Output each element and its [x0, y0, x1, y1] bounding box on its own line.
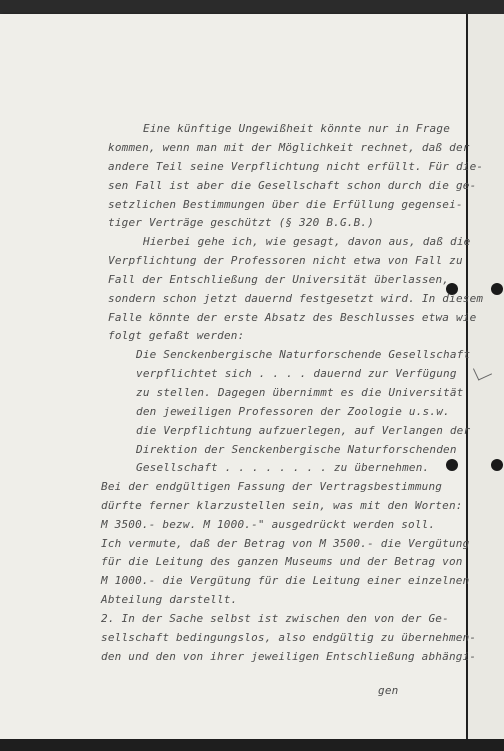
- text-line: verpflichtet sich . . . . dauernd zur Verfügung: [136, 367, 457, 380]
- text-line: sen Fall ist aber die Gesellschaft schon durch die ge-: [108, 179, 477, 192]
- text-line: sellschaft bedingungslos, also endgültig zu übernehmen-: [101, 631, 477, 644]
- text-line: Falle könnte der erste Absatz des Beschlusses etwa wie: [108, 311, 477, 324]
- text-line: die Verpflichtung aufzuerlegen, auf Verlangen der: [136, 424, 471, 437]
- text-line: Bei der endgültigen Fassung der Vertragsbestimmung: [101, 480, 443, 493]
- text-line: folgt gefaßt werden:: [108, 329, 245, 342]
- text-line: 2. In der Sache selbst ist zwischen den von der Ge-: [101, 612, 449, 625]
- text-line: Direktion der Senckenbergische Naturforschenden: [136, 443, 457, 456]
- text-line: Fall der Entschließung der Universität überlassen,: [108, 273, 450, 286]
- text-line: Abteilung darstellt.: [101, 593, 238, 606]
- text-line: dürfte ferner klarzustellen sein, was mit den Worten:: [101, 499, 463, 512]
- punch-hole-icon: [491, 283, 503, 295]
- text-line: Eine künftige Ungewißheit könnte nur in Frage: [143, 122, 451, 135]
- punch-hole-icon: [446, 459, 458, 471]
- text-line: Die Senckenbergische Naturforschende Gesellschaft: [136, 348, 471, 361]
- text-line: Ich vermute, daß der Betrag von M 3500.- die Vergütung: [101, 537, 470, 550]
- text-line: sondern schon jetzt dauernd festgesetzt wird. In diesem: [108, 292, 484, 305]
- text-line: für die Leitung des ganzen Museums und der Betrag von: [101, 555, 463, 568]
- text-line: kommen, wenn man mit der Möglichkeit rechnet, daß der: [108, 141, 470, 154]
- text-line: andere Teil seine Verpflichtung nicht erfüllt. Für die-: [108, 160, 484, 173]
- text-line: den jeweiligen Professoren der Zoologie u.s.w.: [136, 405, 450, 418]
- scan-border: [0, 739, 504, 751]
- text-line: M 3500.- bezw. M 1000.-" ausgedrückt werden soll.: [101, 518, 436, 531]
- text-line: Gesellschaft . . . . . . . . zu übernehmen.: [136, 461, 430, 474]
- text-line: den und den von ihrer jeweiligen Entschließung abhängi-: [101, 650, 477, 663]
- punch-hole-icon: [491, 459, 503, 471]
- text-line: setzlichen Bestimmungen über die Erfüllung gegensei-: [108, 198, 463, 211]
- text-line: Verpflichtung der Professoren nicht etwa von Fall zu: [108, 254, 463, 267]
- text-line: zu stellen. Dagegen übernimmt es die Universität: [136, 386, 464, 399]
- text-line: Hierbei gehe ich, wie gesagt, davon aus, daß die: [143, 235, 471, 248]
- text-line: tiger Verträge geschützt (§ 320 B.G.B.): [108, 216, 375, 229]
- catchword: gen: [378, 684, 399, 697]
- text-line: M 1000.- die Vergütung für die Leitung einer einzelnen: [101, 574, 470, 587]
